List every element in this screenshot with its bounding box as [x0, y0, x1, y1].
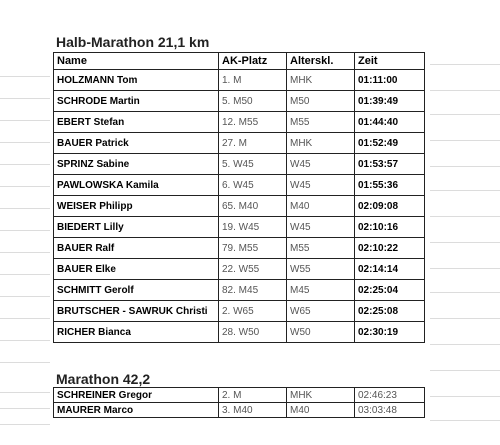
background-rule [430, 318, 500, 319]
finish-time: 02:30:19 [355, 322, 425, 343]
runner-name: WEISER Philipp [54, 196, 219, 217]
finish-time: 02:10:16 [355, 217, 425, 238]
runner-name: BRUTSCHER - SAWRUK Christi [54, 301, 219, 322]
altersklasse: W45 [287, 154, 355, 175]
ak-platz: 2. W65 [219, 301, 287, 322]
background-rule [0, 252, 50, 253]
half-marathon-results-table [53, 52, 425, 343]
runner-name: BAUER Ralf [54, 238, 219, 259]
altersklasse: MHK [287, 133, 355, 154]
background-rule [430, 370, 500, 371]
table-row [54, 133, 425, 154]
runner-name: BAUER Patrick [54, 133, 219, 154]
background-rule [430, 166, 500, 167]
background-rule [430, 292, 500, 293]
background-rule [0, 230, 50, 231]
ak-platz: 65. M40 [219, 196, 287, 217]
runner-name: BIEDERT Lilly [54, 217, 219, 238]
runner-name: SCHREINER Gregor [54, 388, 219, 403]
finish-time: 01:39:49 [355, 91, 425, 112]
finish-time: 02:10:22 [355, 238, 425, 259]
finish-time: 02:25:08 [355, 301, 425, 322]
background-rule [0, 208, 50, 209]
altersklasse: W45 [287, 175, 355, 196]
ak-platz: 3. M40 [219, 403, 287, 418]
background-rule [0, 408, 50, 409]
runner-name: MAURER Marco [54, 403, 219, 418]
header-altersklasse: Alterskl. [287, 53, 355, 70]
runner-name: SCHRODE Martin [54, 91, 219, 112]
ak-platz: 82. M45 [219, 280, 287, 301]
finish-time: 01:53:57 [355, 154, 425, 175]
background-rule [0, 164, 50, 165]
header-ak-platz: AK-Platz [219, 53, 287, 70]
runner-name: PAWLOWSKA Kamila [54, 175, 219, 196]
finish-time: 01:55:36 [355, 175, 425, 196]
altersklasse: W65 [287, 301, 355, 322]
background-rule [430, 190, 500, 191]
altersklasse: W55 [287, 259, 355, 280]
table-row [54, 112, 425, 133]
table-row [54, 238, 425, 259]
runner-name: HOLZMANN Tom [54, 70, 219, 91]
table-row [54, 70, 425, 91]
background-rule [0, 98, 50, 99]
table-row [54, 196, 425, 217]
background-rule [0, 120, 50, 121]
table-row [54, 388, 425, 403]
background-rule [430, 242, 500, 243]
header-zeit: Zeit [355, 53, 425, 70]
table-row [54, 280, 425, 301]
runner-name: RICHER Bianca [54, 322, 219, 343]
background-rule [0, 318, 50, 319]
altersklasse: M55 [287, 112, 355, 133]
background-rule [430, 344, 500, 345]
finish-time: 02:25:04 [355, 280, 425, 301]
runner-name: EBERT Stefan [54, 112, 219, 133]
ak-platz: 6. W45 [219, 175, 287, 196]
table-row [54, 301, 425, 322]
runner-name: SCHMITT Gerolf [54, 280, 219, 301]
altersklasse: M55 [287, 238, 355, 259]
background-rule [0, 142, 50, 143]
background-rule [430, 396, 500, 397]
ak-platz: 5. W45 [219, 154, 287, 175]
altersklasse: MHK [287, 388, 355, 403]
header-name: Name [54, 53, 219, 70]
table-row [54, 217, 425, 238]
ak-platz: 28. W50 [219, 322, 287, 343]
ak-platz: 2. M [219, 388, 287, 403]
table-row [54, 403, 425, 418]
background-rule [0, 76, 50, 77]
background-rule [0, 274, 50, 275]
background-rule [430, 114, 500, 115]
finish-time: 02:46:23 [355, 388, 425, 403]
finish-time: 01:52:49 [355, 133, 425, 154]
table-row [54, 259, 425, 280]
background-rule [430, 90, 500, 91]
background-rule [430, 64, 500, 65]
marathon-results-table [53, 387, 425, 418]
ak-platz: 27. M [219, 133, 287, 154]
background-rule [0, 424, 50, 425]
runner-name: SPRINZ Sabine [54, 154, 219, 175]
half-marathon-title: Halb-Marathon 21,1 km [56, 34, 210, 50]
table-header-row [54, 53, 425, 70]
table-row [54, 175, 425, 196]
ak-platz: 12. M55 [219, 112, 287, 133]
background-rule [0, 186, 50, 187]
background-rule [430, 420, 500, 421]
ak-platz: 19. W45 [219, 217, 287, 238]
background-rule [430, 268, 500, 269]
background-rule [430, 216, 500, 217]
finish-time: 01:44:40 [355, 112, 425, 133]
finish-time: 02:14:14 [355, 259, 425, 280]
altersklasse: W50 [287, 322, 355, 343]
finish-time: 03:03:48 [355, 403, 425, 418]
marathon-title: Marathon 42,2 [56, 371, 151, 387]
altersklasse: M50 [287, 91, 355, 112]
altersklasse: MHK [287, 70, 355, 91]
background-rule [0, 362, 50, 363]
altersklasse: M40 [287, 196, 355, 217]
altersklasse: W45 [287, 217, 355, 238]
finish-time: 01:11:00 [355, 70, 425, 91]
finish-time: 02:09:08 [355, 196, 425, 217]
ak-platz: 79. M55 [219, 238, 287, 259]
ak-platz: 1. M [219, 70, 287, 91]
altersklasse: M45 [287, 280, 355, 301]
table-row [54, 154, 425, 175]
altersklasse: M40 [287, 403, 355, 418]
table-row [54, 322, 425, 343]
background-rule [0, 296, 50, 297]
background-rule [430, 140, 500, 141]
ak-platz: 5. M50 [219, 91, 287, 112]
background-rule [0, 340, 50, 341]
ak-platz: 22. W55 [219, 259, 287, 280]
background-rule [0, 392, 50, 393]
table-row [54, 91, 425, 112]
runner-name: BAUER Elke [54, 259, 219, 280]
